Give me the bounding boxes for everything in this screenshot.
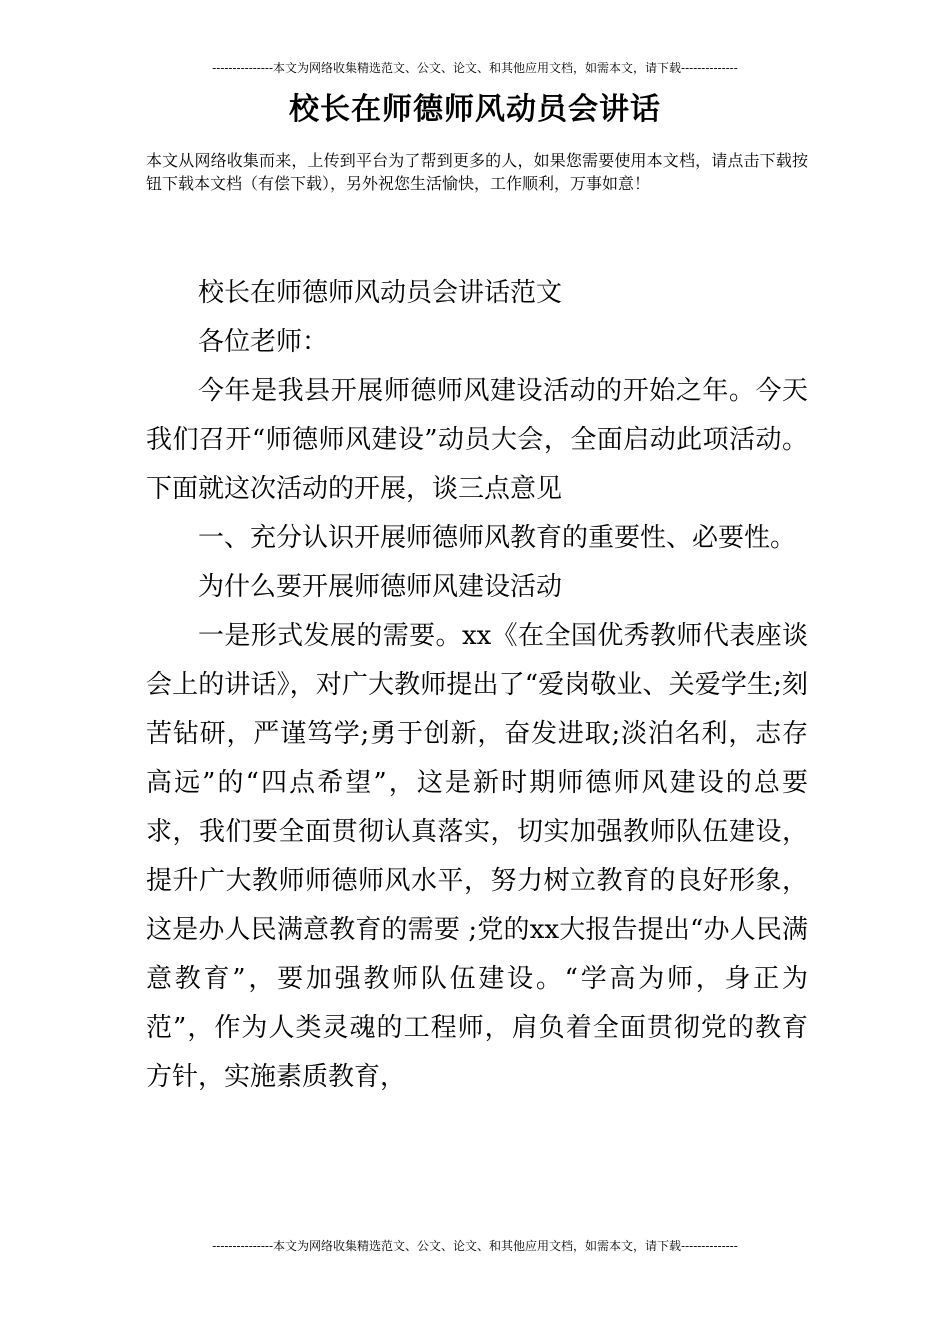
body-paragraph: 为什么要开展师德师风建设活动: [198, 572, 563, 602]
body-paragraph: 今年是我县开展师德师风建设活动的开始之年。今天我们召开“师德师风建设”动员大会，全面启动此项活动。下面就这次活动的开展，谈三点意见: [146, 376, 808, 504]
document-body: [146, 269, 808, 1102]
header-banner: ---------------本文为网络收集精选范文、公文、论文、和其他应用文档，如需本文，请下载--------------: [212, 61, 738, 75]
intro-note: 本文从网络收集而来，上传到平台为了帮到更多的人，如果您需要使用本文档，请点击下载按钮下载本文档（有偿下载），另外祝您生活愉快，工作顺利，万事如意！: [146, 151, 808, 193]
document-title: 校长在师德师风动员会讲话: [289, 92, 661, 127]
body-paragraph-heading: 校长在师德师风动员会讲话范文: [198, 278, 563, 308]
body-paragraph: 一、充分认识开展师德师风教育的重要性、必要性。: [198, 523, 797, 553]
footer-banner: ---------------本文为网络收集精选范文、公文、论文、和其他应用文档，如需本文，请下载--------------: [212, 1239, 738, 1253]
body-paragraph-salutation: 各位老师：: [198, 327, 329, 357]
body-paragraph: 一是形式发展的需要。xx《在全国优秀教师代表座谈会上的讲话》，对广大教师提出了“爱岗敬业、关爱学生;刻苦钻研，严谨笃学;勇于创新，奋发进取;淡泊名利，志存高远”的“四点希望”，这是新时期师德师风建设的总要求，我们要全面贯彻认真落实，切实加强教师队伍建设，提升广大教师师德师风水平，努力树立教育的良好形象，这是办人民满意教育的需要 ;党的xx大报告提出“办人民满意教育”，要加强教师队伍建设。“学高为师，身正为范”，作为人类灵魂的工程师，肩负着全面贯彻党的教育方针，实施素质教育，: [146, 621, 808, 1092]
